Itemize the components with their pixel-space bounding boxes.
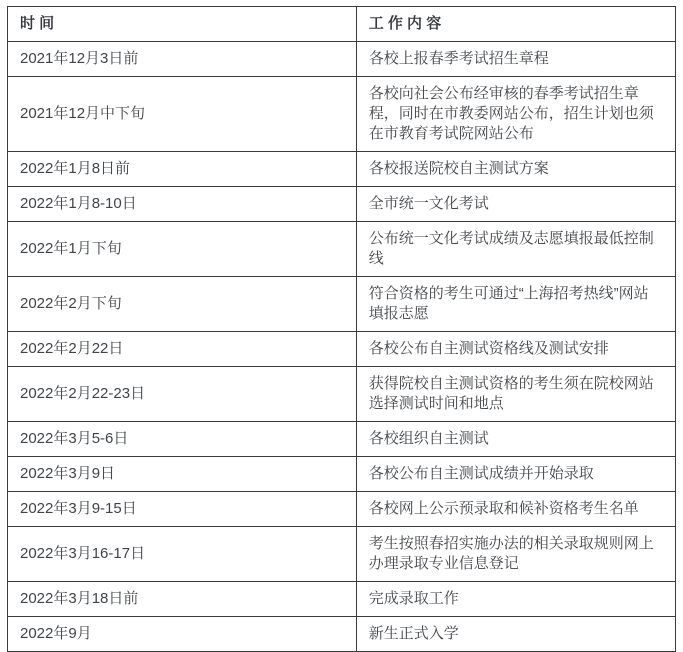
task-cell: 获得院校自主测试资格的考生须在院校网站选择测试时间和地点 xyxy=(356,367,675,422)
task-column-header: 工 作 内 容 xyxy=(356,7,675,42)
time-cell: 2022年3月5-6日 xyxy=(8,422,357,457)
table-row xyxy=(8,277,676,332)
task-cell: 公布统一文化考试成绩及志愿填报最低控制线 xyxy=(356,222,675,277)
task-cell: 各校组织自主测试 xyxy=(356,422,675,457)
table-row xyxy=(8,332,676,367)
task-cell: 各校网上公示预录取和候补资格考生名单 xyxy=(356,492,675,527)
table-row xyxy=(8,187,676,222)
time-cell: 2022年2月22日 xyxy=(8,332,357,367)
time-column-header: 时 间 xyxy=(8,7,357,42)
time-cell: 2022年3月9日 xyxy=(8,457,357,492)
table-row xyxy=(8,527,676,582)
time-cell: 2022年3月16-17日 xyxy=(8,527,357,582)
table-row xyxy=(8,367,676,422)
time-cell: 2022年1月下旬 xyxy=(8,222,357,277)
table-row xyxy=(8,422,676,457)
task-cell: 新生正式入学 xyxy=(356,617,675,652)
task-cell: 完成录取工作 xyxy=(356,582,675,617)
time-cell: 2022年2月下旬 xyxy=(8,277,357,332)
table-row xyxy=(8,457,676,492)
table-header-row xyxy=(8,7,676,42)
table-row xyxy=(8,222,676,277)
time-cell: 2022年2月22-23日 xyxy=(8,367,357,422)
time-cell: 2022年3月9-15日 xyxy=(8,492,357,527)
schedule-table xyxy=(7,6,676,652)
table-row xyxy=(8,582,676,617)
time-cell: 2022年3月18日前 xyxy=(8,582,357,617)
task-cell: 全市统一文化考试 xyxy=(356,187,675,222)
table-row xyxy=(8,492,676,527)
time-cell: 2022年9月 xyxy=(8,617,357,652)
task-cell: 符合资格的考生可通过“上海招考热线”网站填报志愿 xyxy=(356,277,675,332)
time-cell: 2021年12月中下旬 xyxy=(8,77,357,152)
task-cell: 各校公布自主测试资格线及测试安排 xyxy=(356,332,675,367)
time-cell: 2021年12月3日前 xyxy=(8,42,357,77)
table-row xyxy=(8,42,676,77)
task-cell: 各校报送院校自主测试方案 xyxy=(356,152,675,187)
table-row xyxy=(8,152,676,187)
table-row xyxy=(8,617,676,652)
task-cell: 各校上报春季考试招生章程 xyxy=(356,42,675,77)
task-cell: 各校向社会公布经审核的春季考试招生章程，同时在市教委网站公布，招生计划也须在市教育考试院网站公布 xyxy=(356,77,675,152)
time-cell: 2022年1月8日前 xyxy=(8,152,357,187)
table-row xyxy=(8,77,676,152)
task-cell: 各校公布自主测试成绩并开始录取 xyxy=(356,457,675,492)
time-cell: 2022年1月8-10日 xyxy=(8,187,357,222)
task-cell: 考生按照春招实施办法的相关录取规则网上办理录取专业信息登记 xyxy=(356,527,675,582)
